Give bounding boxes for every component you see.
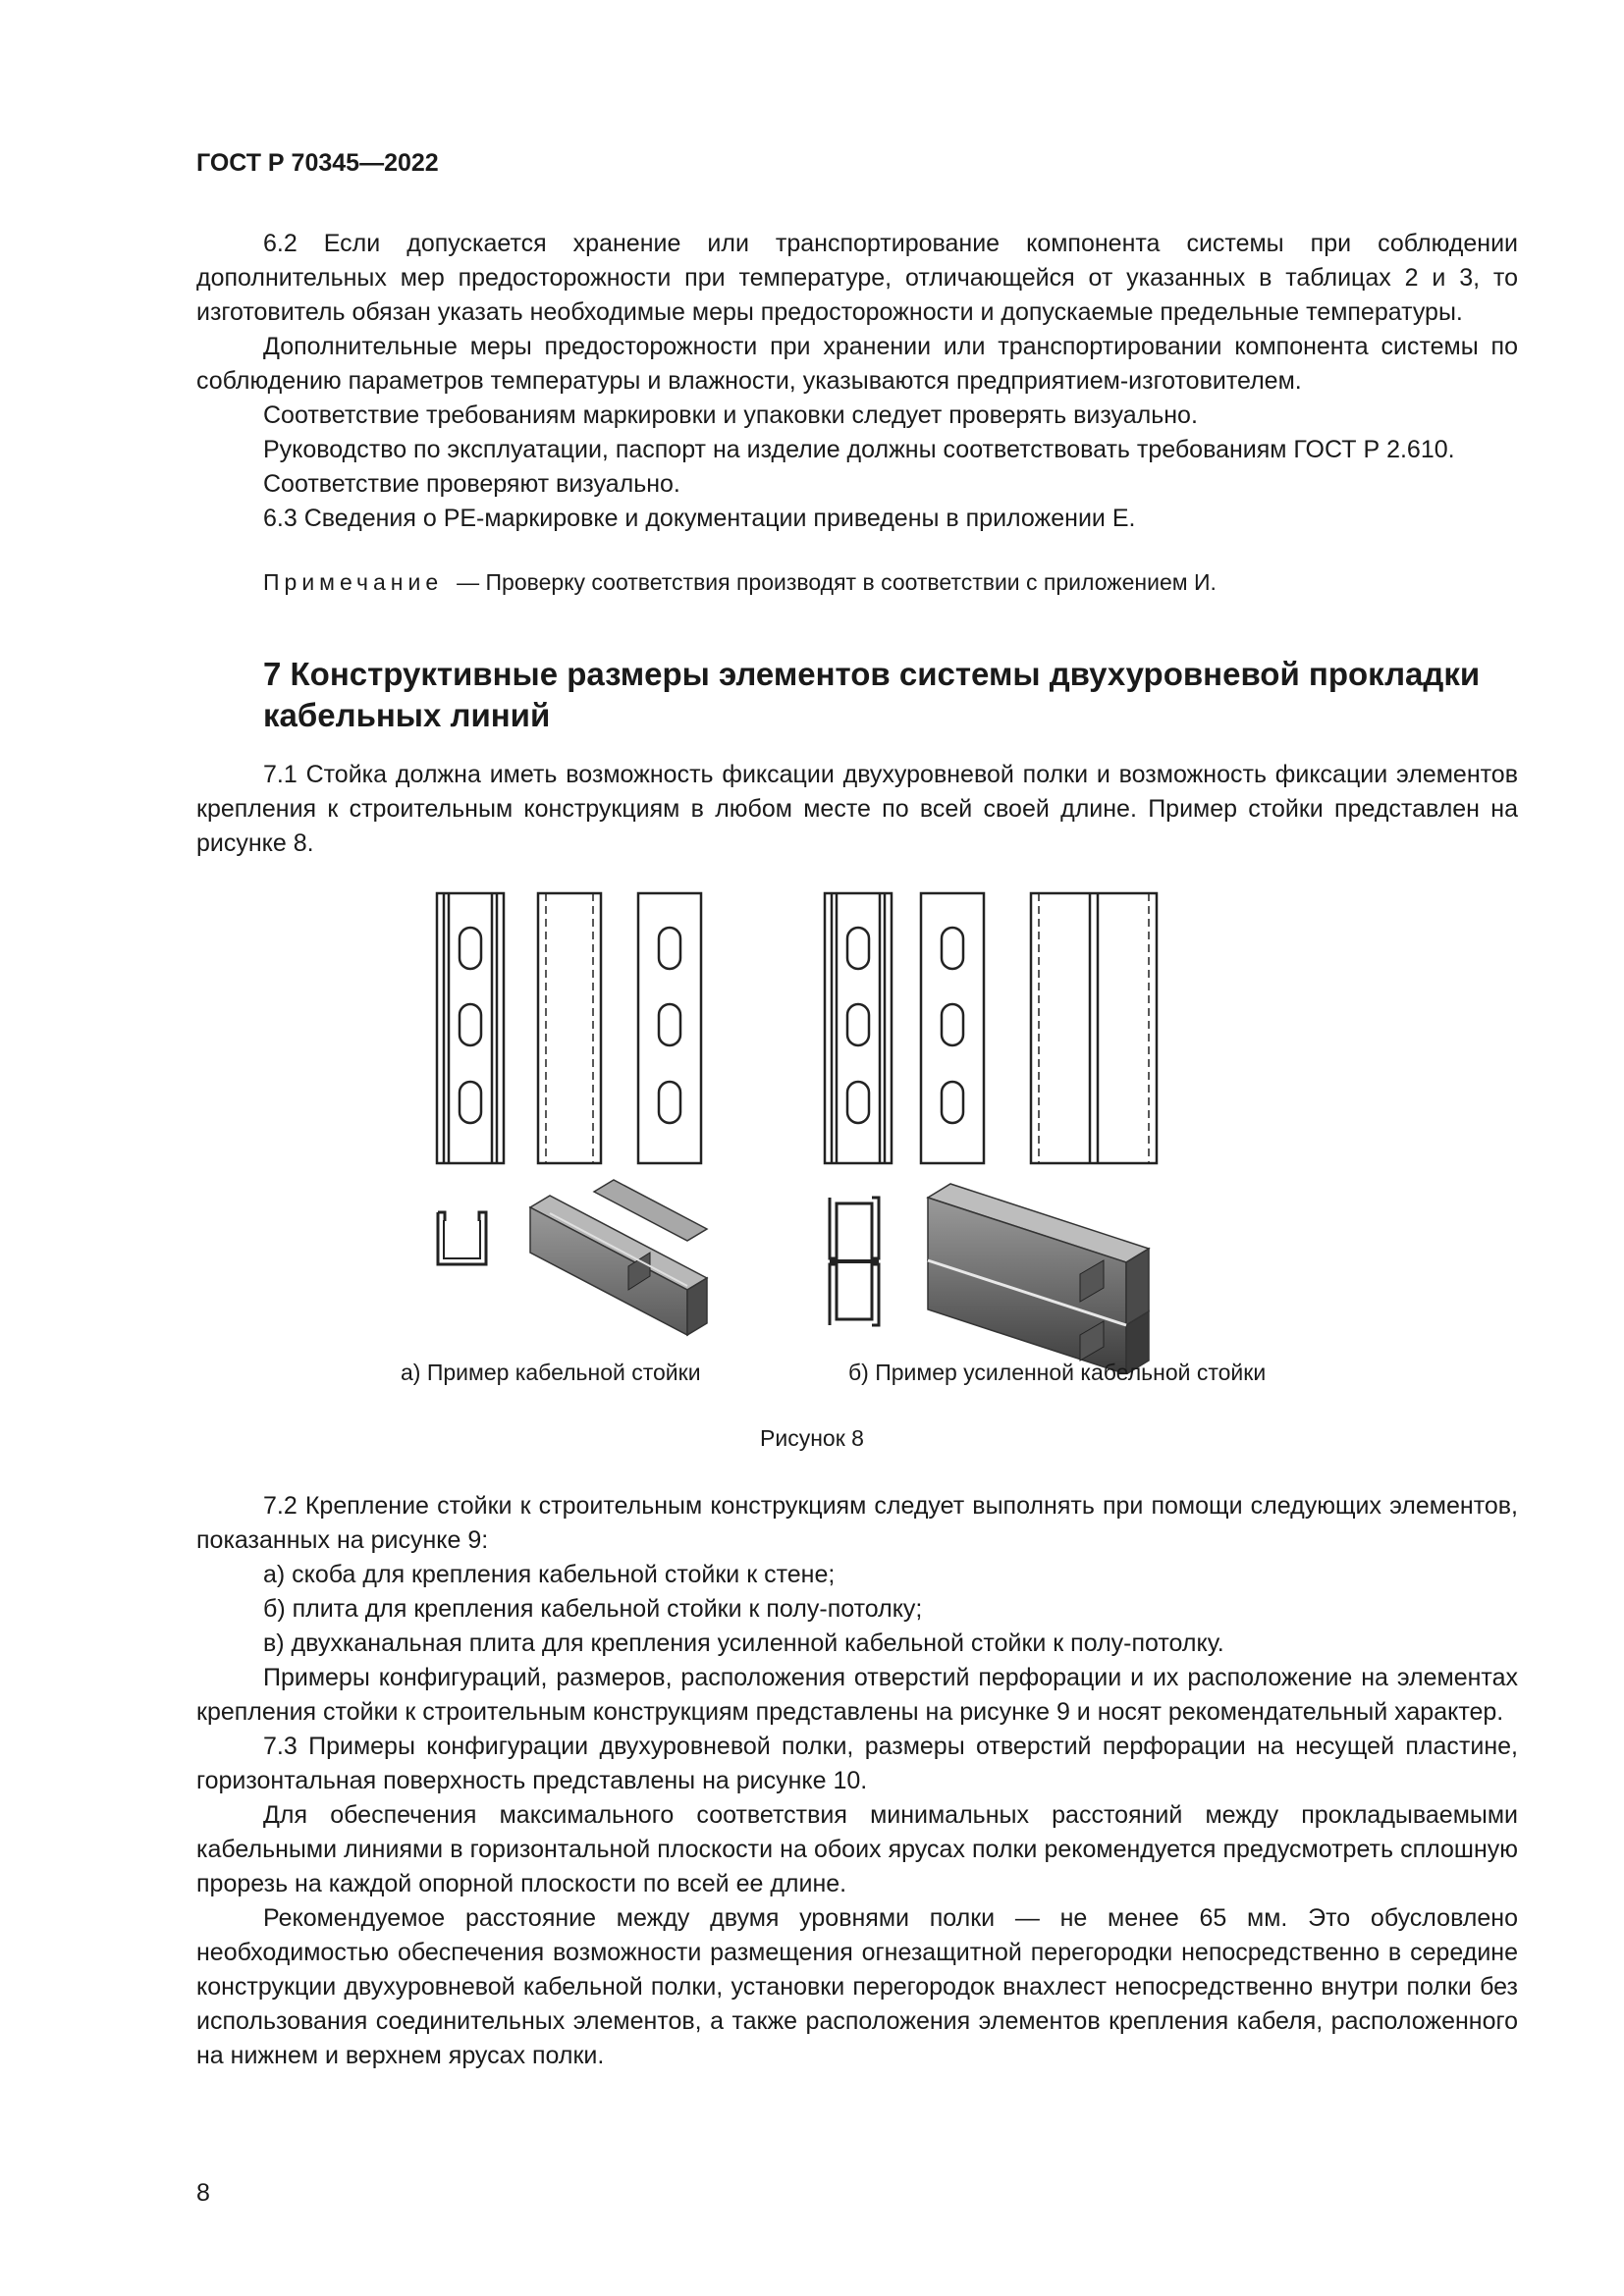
note-label: Примечание: [263, 569, 444, 595]
standard-strut-front-view: [437, 893, 504, 1163]
reinforced-strut-side-view: [1031, 893, 1157, 1163]
paragraph-7-2: 7.2 Крепление стойки к строительным конструкциям следует выполнять при помощи следующих элементов, показанных на рисунке 9:: [196, 1492, 1518, 1554]
page-number: 8: [196, 2179, 210, 2207]
paragraph-6-3: 6.3 Сведения о РЕ-маркировке и документации приведены в приложении Е.: [263, 505, 1136, 532]
paragraph-7-1: 7.1 Стойка должна иметь возможность фиксации двухуровневой полки и возможность фиксации элементов крепления к строительным конструкциям в любом месте по всей своей длине. Пример стойки представлен на рисунке 8.: [196, 761, 1518, 857]
note: [263, 569, 1217, 596]
figure-title: Рисунок 8: [760, 1425, 864, 1451]
paragraph-visual-check: Соответствие проверяют визуально.: [263, 470, 680, 498]
figure-caption-a: а) Пример кабельной стойки: [401, 1360, 701, 1385]
standard-strut-profile: [438, 1212, 486, 1264]
paragraph-fastening-examples: Примеры конфигураций, размеров, расположения отверстий перфорации и их расположение на элементах крепления стойки к строительным конструкциям представлены на рисунке 9 и носят рекомендательный характер.: [196, 1664, 1518, 1726]
section-7-1-text: [196, 758, 1518, 861]
section-6-text: [196, 227, 1518, 536]
figure-caption-b: б) Пример усиленной кабельной стойки: [848, 1360, 1267, 1385]
figure-8: [393, 864, 1326, 1374]
paragraph-level-distance: Рекомендуемое расстояние между двумя уровнями полки — не менее 65 мм. Это обусловлено необходимостью обеспечения возможности размещения огнезащитной перегородки непосредственно в середине конструкции двухуровневой кабельной полки, установки перегородок внахлест непосредственно внутри полки без использования соединительных элементов, а также расположения элементов крепления кабеля, расположенного на нижнем и верхнем ярусах полки.: [196, 1904, 1518, 2069]
document-header: ГОСТ Р 70345—2022: [196, 149, 439, 177]
paragraph-marking-check: Соответствие требованиям маркировки и упаковки следует проверять визуально.: [263, 401, 1198, 429]
standard-strut-3d-render: [530, 1180, 707, 1335]
paragraph-cable-distance: Для обеспечения максимального соответствия минимальных расстояний между прокладываемыми кабельными линиями в горизонтальной плоскости на обоих ярусах полки рекомендуется предусмотреть сплошную прорезь на каждой опорной плоскости по всей ее длине.: [196, 1801, 1518, 1897]
standard-strut-back-view: [638, 893, 701, 1163]
section-7-heading: 7 Конструктивные размеры элементов системы двухуровневой прокладки кабельных линий: [263, 656, 1481, 733]
standard-strut-side-view: [538, 893, 601, 1163]
reinforced-strut-front-view: [825, 893, 892, 1163]
list-item: а) скоба для крепления кабельной стойки к стене;: [263, 1561, 836, 1588]
reinforced-strut-3d-render: [928, 1184, 1149, 1374]
paragraph-extra-measures: Дополнительные меры предосторожности при хранении или транспортировании компонента системы по соблюдению параметров температуры и влажности, указываются предприятием-изготовителем.: [196, 333, 1518, 395]
section-7-2-text: [196, 1489, 1518, 2073]
reinforced-strut-profile: [830, 1198, 879, 1325]
list-item: в) двухканальная плита для крепления усиленной кабельной стойки к полу-потолку.: [263, 1629, 1224, 1657]
paragraph-7-3: 7.3 Примеры конфигурации двухуровневой полки, размеры отверстий перфорации на несущей пластине, горизонтальная поверхность представлены на рисунке 10.: [196, 1733, 1518, 1794]
note-text: — Проверку соответствия производят в соответствии с приложением И.: [457, 569, 1217, 595]
paragraph-manual-requirements: Руководство по эксплуатации, паспорт на изделие должны соответствовать требованиям ГОСТ Р 2.610.: [263, 436, 1455, 463]
list-item: б) плита для крепления кабельной стойки к полу-потолку;: [263, 1595, 923, 1623]
reinforced-strut-back-view: [921, 893, 984, 1163]
paragraph-6-2: 6.2 Если допускается хранение или транспортирование компонента системы при соблюдении дополнительных мер предосторожности при температуре, отличающейся от указанных в таблицах 2 и 3, то изготовитель обязан указать необходимые меры предосторожности и допускаемые предельные температуры.: [196, 230, 1518, 326]
